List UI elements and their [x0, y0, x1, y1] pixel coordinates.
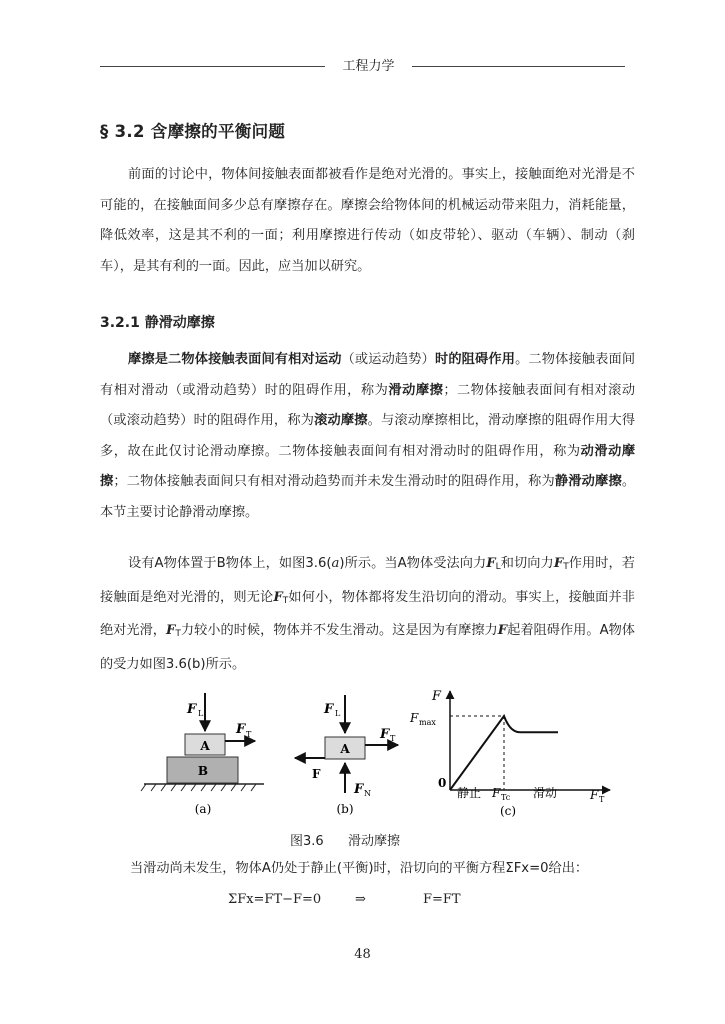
sym-F: F [497, 623, 508, 638]
def-s2: ；二物体接触表面间有相对滚动（或滚动趋势）时的阻碍作用，称为 [100, 382, 636, 428]
page-number: 48 [354, 947, 371, 962]
term-kinetic-friction: 动滑动摩擦 [100, 443, 636, 489]
header-rule-left [100, 66, 325, 67]
ft-sub-a: T [246, 730, 252, 739]
origin-label: 0 [438, 776, 447, 790]
sub-L: L [495, 562, 501, 572]
ftc-sub: Tc [501, 793, 511, 802]
setup-paragraph [100, 549, 635, 680]
running-header [100, 55, 625, 75]
def-lead-paren: （或运动趋势） [341, 352, 435, 367]
p3-b: )所示。当A物体受法向力 [339, 556, 487, 571]
friction-label: F [312, 767, 321, 781]
definition-paragraph [100, 345, 635, 528]
figure-caption-number: 图3.6 [290, 834, 324, 849]
equation-left: ΣFx=FT−F=0 [228, 892, 322, 907]
ft-sub-b: T [390, 734, 396, 743]
ftc-label: F [492, 786, 501, 800]
equilibrium-sentence: 当滑动尚未发生，物体A仍处于静止(平衡)时，沿切向的平衡方程ΣFx=0给出： [130, 861, 589, 876]
intro-paragraph: 前面的讨论中，物体间接触表面都被看作是绝对光滑的。事实上，接触面绝对光滑是不可能的，在接触面间多少总有摩擦存在。摩擦会给物体间的机械运动带来阻力，消耗能量，降低效率，这是其不利的一面；利用摩擦进行传动（如皮带轮）、驱动（车辆）、制动（刹车），是其有利的一面。因此，应当加以研究。 [100, 167, 635, 274]
block-a-label: A [200, 739, 210, 753]
def-lead: 摩擦是二物体接触表面间有相对运动 [128, 352, 342, 367]
p3-c: 和切向力 [500, 556, 554, 571]
p3-a-italic: a [331, 556, 340, 571]
sym-FT-3: F [166, 623, 176, 638]
x-axis-label: F [590, 788, 599, 802]
block-b-label: B [197, 764, 209, 778]
fl-sub-a: L [198, 709, 204, 718]
def-s1: 。二物体接触表面间有相对滑动（或滑动趋势）时的阻碍作用，称为 [100, 352, 636, 398]
figure-c-label: (c) [499, 804, 517, 818]
implies-arrow: ⇒ [355, 892, 366, 907]
fl-sub-b: L [335, 709, 341, 718]
term-static-friction: 静滑动摩擦 [554, 474, 622, 489]
x-axis-sub: T [599, 795, 605, 804]
fmax-sub: max [419, 718, 436, 727]
def-s5: 。本节主要讨论静滑动摩擦。 [100, 474, 636, 520]
def-s4: ；二物体接触表面间只有相对滑动趋势而并未发生滑动时的阻碍作用，称为 [113, 474, 555, 489]
p3-e: 如何小，物体都将发生沿切向的滑动。事实上，接触面并非绝对光滑， [100, 589, 635, 638]
ft-label-a: F [236, 722, 246, 737]
header-rule-right [412, 66, 625, 67]
section-title: § 3.2 含摩擦的平衡问题 [100, 122, 286, 141]
ground-hatch [141, 784, 256, 791]
sub-T-3: T [175, 629, 181, 639]
ft-label-b: F [380, 727, 390, 742]
figure-b [295, 695, 398, 816]
fl-label-a: F [187, 702, 197, 717]
fl-label-b: F [324, 702, 334, 717]
y-axis-label: F [432, 689, 442, 704]
header-title: 工程力学 [342, 59, 395, 74]
figure-caption-text: 滑动摩擦 [348, 834, 401, 849]
subsection-title: 3.2.1 静滑动摩擦 [100, 315, 215, 331]
sub-T: T [563, 562, 569, 572]
sliding-label: 滑动 [533, 786, 558, 800]
block-a-freebody-label: A [340, 742, 350, 756]
figure-c-chart [409, 689, 610, 818]
figure-3-6 [130, 685, 620, 825]
fn-sub: N [364, 789, 371, 798]
figure-a-label: (a) [194, 802, 212, 816]
p3-d: 作用时，若接触面是绝对光滑的，则无论 [100, 556, 635, 605]
figure-b-label: (b) [336, 802, 354, 816]
p3-g: 起着阻碍作用。A物体的受力如图3.6(b)所示。 [100, 623, 635, 672]
p3-f: 力较小的时候，物体并不发生滑动。这是因为有摩擦力 [180, 623, 498, 638]
static-label: 静止 [457, 786, 482, 800]
sym-FT-2: F [273, 589, 283, 605]
equation-right: F=FT [423, 892, 461, 907]
fn-label: F [354, 782, 364, 797]
sub-T-2: T [282, 595, 289, 606]
p3-a: 设有A物体置于B物体上，如图3.6( [128, 556, 332, 571]
fmax-label: F [410, 711, 419, 725]
sym-FT: F [553, 556, 564, 571]
def-lead2: 时的阻碍作用 [434, 352, 516, 367]
term-rolling-friction: 滚动摩擦 [314, 413, 368, 428]
def-s3: 。与滚动摩擦相比，滑动摩擦的阻碍作用大得多，故在此仅讨论滑动摩擦。二物体接触表面间有相对滑动时的阻碍作用，称为 [100, 413, 636, 459]
figure-a [141, 693, 264, 816]
sym-FL: F [486, 556, 496, 571]
term-sliding-friction: 滑动摩擦 [388, 382, 444, 398]
